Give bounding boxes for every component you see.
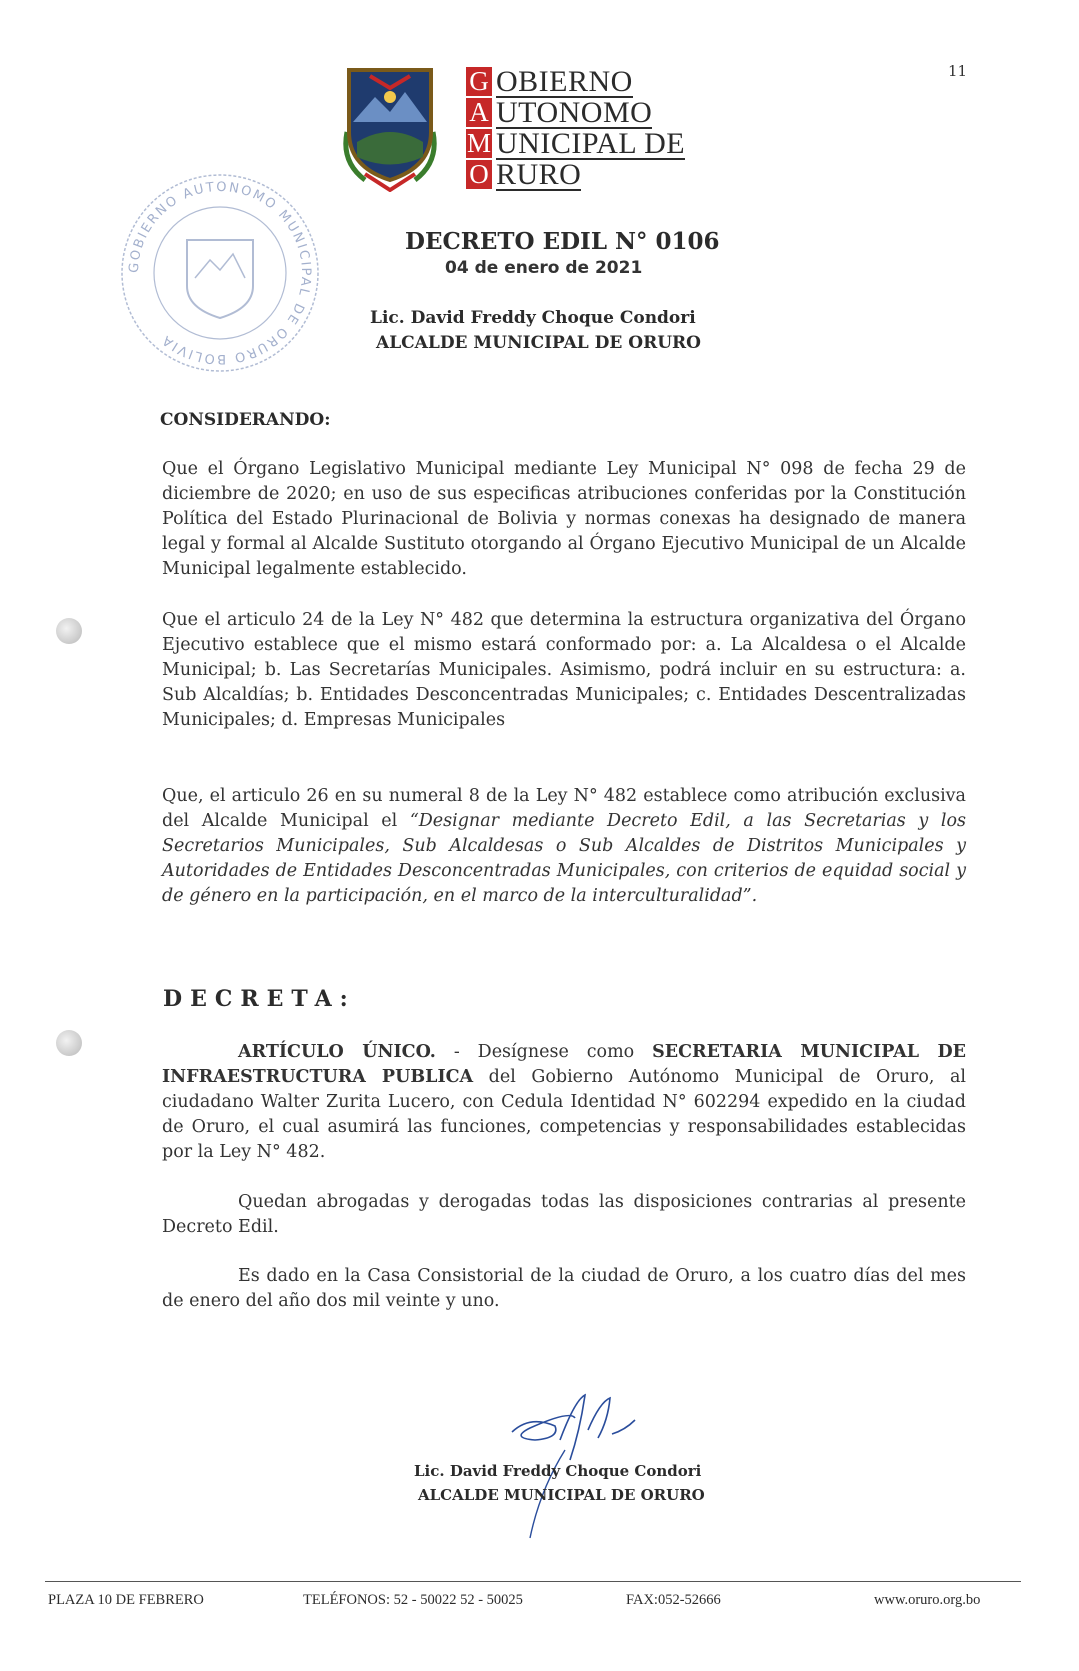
footer-phones: TELÉFONOS: 52 - 50022 52 - 50025 [303,1592,523,1608]
decree-date: 04 de enero de 2021 [445,258,643,278]
footer-address: PLAZA 10 DE FEBRERO [48,1592,204,1608]
logo-word: RURO [496,158,582,191]
logo-word: UNICIPAL DE [496,127,686,160]
logo-letter: A [466,98,492,129]
svg-text:GOBIERNO AUTONOMO MUNICIPAL DE [127,180,313,366]
municipal-coat-of-arms-icon [335,62,445,192]
logo-letter: M [466,128,491,158]
closing-paragraph: Es dado en la Casa Consistorial de la ciudad de Oruro, a los cuatro días del mes de enero del año dos mil veinte y uno. [162,1266,966,1311]
article-label: ARTÍCULO ÚNICO. [238,1042,436,1062]
logo-letter: O [466,160,492,191]
mayor-name: Lic. David Freddy Choque Condori [370,308,696,328]
abrogation-paragraph: Quedan abrogadas y derogadas todas las disposiciones contrarias al presente Decreto Edil. [162,1192,966,1237]
paragraph-lead-text: Que, el articulo 26 en su numeral 8 de la Ley N° 482 establece como atribución exclusiva del Alcalde Municipal el [162,786,966,831]
mayor-title: ALCALDE MUNICIPAL DE ORURO [376,333,701,353]
punch-hole [56,618,82,644]
designated-position: SECRETARIA MUNICIPAL DE INFRAESTRUCTURA PUBLICA [162,1042,966,1087]
official-stamp-seal-icon [115,168,325,378]
municipal-logo-wordmark [466,67,685,191]
considerando-paragraph: Que el Órgano Legislativo Municipal mediante Ley Municipal N° 098 de fecha 29 de diciembre de 2020; en uso de sus especificas atribuciones conferidas por la Constitución Política del Estado Plurinacional de Bolivia y normas conexas ha designado de manera legal y formal al Alcalde Sustituto otorgando al Órgano Ejecutivo Municipal de un Alcalde Municipal legalmente establecido. [162,459,966,579]
article-lead-text: - Desígnese como [435,1042,653,1062]
seal-text: GOBIERNO AUTONOMO MUNICIPAL DE ORURO BOLIVIA [126,179,314,367]
decreta-heading: DECRETA: [163,986,356,1012]
considerando-heading: CONSIDERANDO: [160,410,331,430]
signatory-name: Lic. David Freddy Choque Condori [414,1462,702,1480]
footer-divider [45,1581,1021,1582]
considerando-paragraph [162,784,966,909]
signatory-title: ALCALDE MUNICIPAL DE ORURO [418,1486,705,1504]
article-body-text: del Gobierno Autónomo Municipal de Oruro, al ciudadano Walter Zurita Lucero, con Cedula Identidad N° 602294 expedido en la ciudad de Oruro, el cual asumirá las funciones, competencias y responsabilidades establecidas por la Ley N° 482. [162,1067,966,1162]
punch-hole [56,1030,82,1056]
footer-fax: FAX:052-52666 [626,1592,721,1608]
footer-website-link[interactable]: www.oruro.org.bo [874,1592,981,1608]
logo-letter: G [466,67,492,98]
decree-title: DECRETO EDIL N° 0106 [405,228,720,255]
quoted-attribution-text: “Designar mediante Decreto Edil, a las Secretarias y los Secretarios Municipales, Sub Alcaldesas o Sub Alcaldes de Distritos Municipales y Autoridades de Entidades Desconcentradas Municipales, con criterios de equidad social y de género en la participación, en el marco de la interculturalidad”. [162,811,966,906]
considerando-paragraph: Que el articulo 24 de la Ley N° 482 que determina la estructura organizativa del Órgano Ejecutivo establece que el mismo estará conformado por: a. La Alcaldesa o el Alcalde Municipal; b. Las Secretarías Municipales. Asimismo, podrá incluir en su estructura: a. Sub Alcaldías; b. Entidades Desconcentradas Municipales; c. Entidades Descentralizadas Municipales; d. Empresas Municipales [162,610,966,730]
logo-word: OBIERNO [496,65,633,98]
page-number: 11 [948,62,968,80]
article-paragraph [162,1040,966,1165]
logo-word: UTONOMO [496,96,653,129]
